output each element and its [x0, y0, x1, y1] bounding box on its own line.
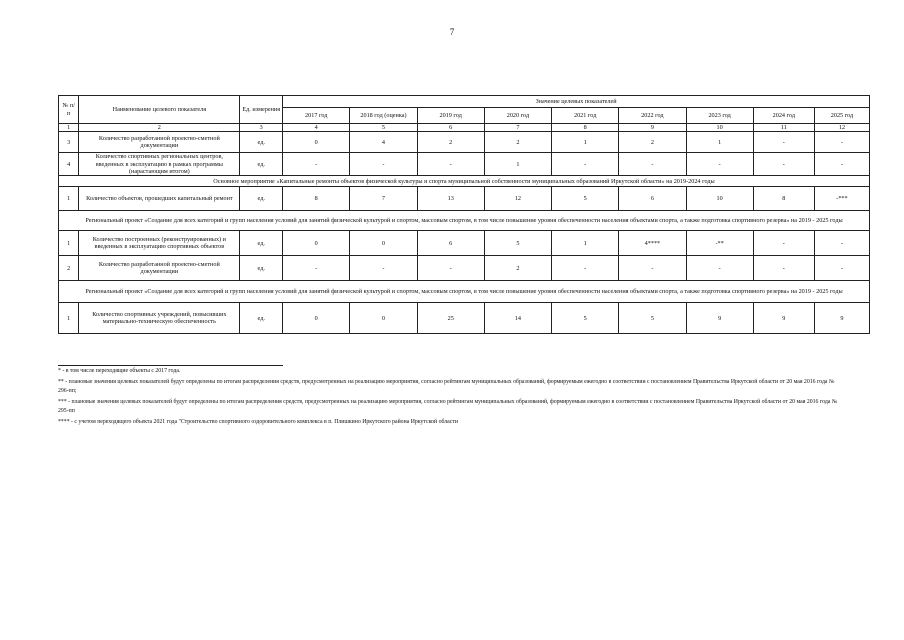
- value-cell: 0: [283, 303, 350, 334]
- header-year: 2021 год: [552, 108, 619, 124]
- value-cell: 1: [484, 153, 551, 176]
- footnote: **** - с учетом переходящего объекта 2021 года "Строительство спортивного оздоровительного комплекса в п. Плишкино Иркутского района Иркутской области: [58, 418, 458, 425]
- section-row: [59, 281, 870, 303]
- footnote: *** - плановые значения целевых показателей будут определены по итогам распределения средств, предусмотренных на реализацию мероприятия, согласно рейтингам муниципальных образований, формируемым ежегодно в соответствии с постановлением Правительства Иркутской области от 20 мая 2016 года № 295-пп: [58, 399, 838, 414]
- value-cell: -: [814, 153, 869, 176]
- value-cell: 1: [552, 132, 619, 153]
- indicator-name: Количество объектов, прошедших капитальный ремонт: [79, 187, 240, 211]
- table-row: [59, 132, 870, 153]
- header-year: 2023 год: [686, 108, 753, 124]
- section-row: [59, 176, 870, 187]
- header-year: 2019 год: [417, 108, 484, 124]
- indicator-name: Количество спортивных региональных центров, введенных в эксплуатацию в рамках программы (нарастающим итогом): [79, 153, 240, 176]
- header-name: Наименование целевого показателя: [79, 96, 240, 124]
- value-cell: -: [753, 153, 814, 176]
- value-cell: -**: [686, 231, 753, 256]
- value-cell: 6: [417, 231, 484, 256]
- row-number: 1: [59, 303, 79, 334]
- value-cell: 4****: [619, 231, 686, 256]
- value-cell: 13: [417, 187, 484, 211]
- value-cell: -: [350, 153, 417, 176]
- table-row: [59, 256, 870, 281]
- value-cell: 5: [619, 303, 686, 334]
- value-cell: 9: [686, 303, 753, 334]
- value-cell: -: [753, 132, 814, 153]
- value-cell: 2: [417, 132, 484, 153]
- unit-cell: ед.: [240, 256, 283, 281]
- column-number: 1: [59, 124, 79, 132]
- footnote: ** - плановые значения целевых показателей будут определены по итогам распределения средств, предусмотренных на реализацию мероприятия, согласно рейтингам муниципальных образований, формируемым ежегодно в соответствии с постановлением Правительства Иркутской области от 20 мая 2016 года № 296-пп;: [58, 379, 835, 394]
- row-number: 1: [59, 231, 79, 256]
- indicator-name: Количество разработанной проектно-сметной документации: [79, 256, 240, 281]
- section-title: Региональный проект «Создание для всех категорий и групп населения условий для занятий физической культурой и спортом, массовым спортом, в том числе повышение уровня обеспеченности населения объектами спорта, а также подготовка спортивного резерва» на 2019 - 2025 годы: [59, 211, 870, 231]
- header-year: 2024 год: [753, 108, 814, 124]
- unit-cell: ед.: [240, 153, 283, 176]
- value-cell: 6: [619, 187, 686, 211]
- value-cell: 0: [350, 231, 417, 256]
- value-cell: 0: [350, 303, 417, 334]
- row-number: 1: [59, 187, 79, 211]
- table-row: [59, 303, 870, 334]
- value-cell: 9: [753, 303, 814, 334]
- value-cell: 9: [814, 303, 869, 334]
- section-title: Основное мероприятие «Капитальные ремонты объектов физической культуры и спорта муниципальной собственности муниципальных образований Иркутской области» на 2019-2024 годы: [59, 176, 870, 187]
- value-cell: 0: [283, 132, 350, 153]
- row-number: 3: [59, 132, 79, 153]
- header-num: № п/п: [59, 96, 79, 124]
- header-year: 2018 год (оценка): [350, 108, 417, 124]
- value-cell: -: [814, 231, 869, 256]
- value-cell: -: [753, 231, 814, 256]
- header-year: 2022 год: [619, 108, 686, 124]
- value-cell: 1: [552, 231, 619, 256]
- column-number: 6: [417, 124, 484, 132]
- indicator-name: Количество разработанной проектно-сметной документации: [79, 132, 240, 153]
- row-number: 4: [59, 153, 79, 176]
- unit-cell: ед.: [240, 187, 283, 211]
- value-cell: -: [619, 153, 686, 176]
- value-cell: -: [814, 132, 869, 153]
- value-cell: -: [350, 256, 417, 281]
- value-cell: 0: [283, 231, 350, 256]
- value-cell: -***: [814, 187, 869, 211]
- unit-cell: ед.: [240, 132, 283, 153]
- column-numbers-row: [59, 124, 870, 132]
- column-number: 3: [240, 124, 283, 132]
- value-cell: -: [417, 256, 484, 281]
- table-row: [59, 187, 870, 211]
- value-cell: 4: [350, 132, 417, 153]
- section-title: Региональный проект «Создание для всех категорий и групп населения условий для занятий физической культурой и спортом, массовым спортом, в том числе повышение уровня обеспеченности населения объектами спорта, а также подготовка спортивного резерва» на 2019 - 2025 годы: [59, 281, 870, 303]
- value-cell: -: [686, 153, 753, 176]
- value-cell: -: [552, 256, 619, 281]
- value-cell: 14: [484, 303, 551, 334]
- value-cell: 12: [484, 187, 551, 211]
- header-year: 2025 год: [814, 108, 869, 124]
- indicator-name: Количество спортивных учреждений, повысивших материально-техническую обеспеченность: [79, 303, 240, 334]
- value-cell: 25: [417, 303, 484, 334]
- column-number: 11: [753, 124, 814, 132]
- column-number: 12: [814, 124, 869, 132]
- indicators-table: [58, 95, 870, 334]
- value-cell: 8: [283, 187, 350, 211]
- row-number: 2: [59, 256, 79, 281]
- header-year: 2020 год: [484, 108, 551, 124]
- value-cell: 5: [484, 231, 551, 256]
- table-row: [59, 153, 870, 176]
- column-number: 7: [484, 124, 551, 132]
- value-cell: -: [283, 256, 350, 281]
- value-cell: -: [417, 153, 484, 176]
- column-number: 2: [79, 124, 240, 132]
- value-cell: 7: [350, 187, 417, 211]
- value-cell: 8: [753, 187, 814, 211]
- value-cell: -: [619, 256, 686, 281]
- column-number: 10: [686, 124, 753, 132]
- column-number: 5: [350, 124, 417, 132]
- section-row: [59, 211, 870, 231]
- header-year: 2017 год: [283, 108, 350, 124]
- footnote-rule: [58, 365, 283, 366]
- header-values-group: Значение целевых показателей: [283, 96, 870, 108]
- value-cell: -: [283, 153, 350, 176]
- table-row: [59, 231, 870, 256]
- value-cell: 10: [686, 187, 753, 211]
- footnote: * - в том числе переходящие объекты с 2017 года.: [58, 368, 181, 374]
- value-cell: -: [552, 153, 619, 176]
- page-number: 7: [449, 27, 455, 37]
- column-number: 4: [283, 124, 350, 132]
- unit-cell: ед.: [240, 303, 283, 334]
- column-number: 8: [552, 124, 619, 132]
- unit-cell: ед.: [240, 231, 283, 256]
- value-cell: 5: [552, 303, 619, 334]
- value-cell: -: [814, 256, 869, 281]
- value-cell: 5: [552, 187, 619, 211]
- value-cell: 2: [619, 132, 686, 153]
- value-cell: -: [686, 256, 753, 281]
- value-cell: -: [753, 256, 814, 281]
- value-cell: 2: [484, 132, 551, 153]
- column-number: 9: [619, 124, 686, 132]
- value-cell: 1: [686, 132, 753, 153]
- footnotes: [58, 365, 838, 429]
- indicator-name: Количество построенных (реконструированных) и введенных в эксплуатацию спортивных объектов: [79, 231, 240, 256]
- value-cell: 2: [484, 256, 551, 281]
- header-unit: Ед. измерения: [240, 96, 283, 124]
